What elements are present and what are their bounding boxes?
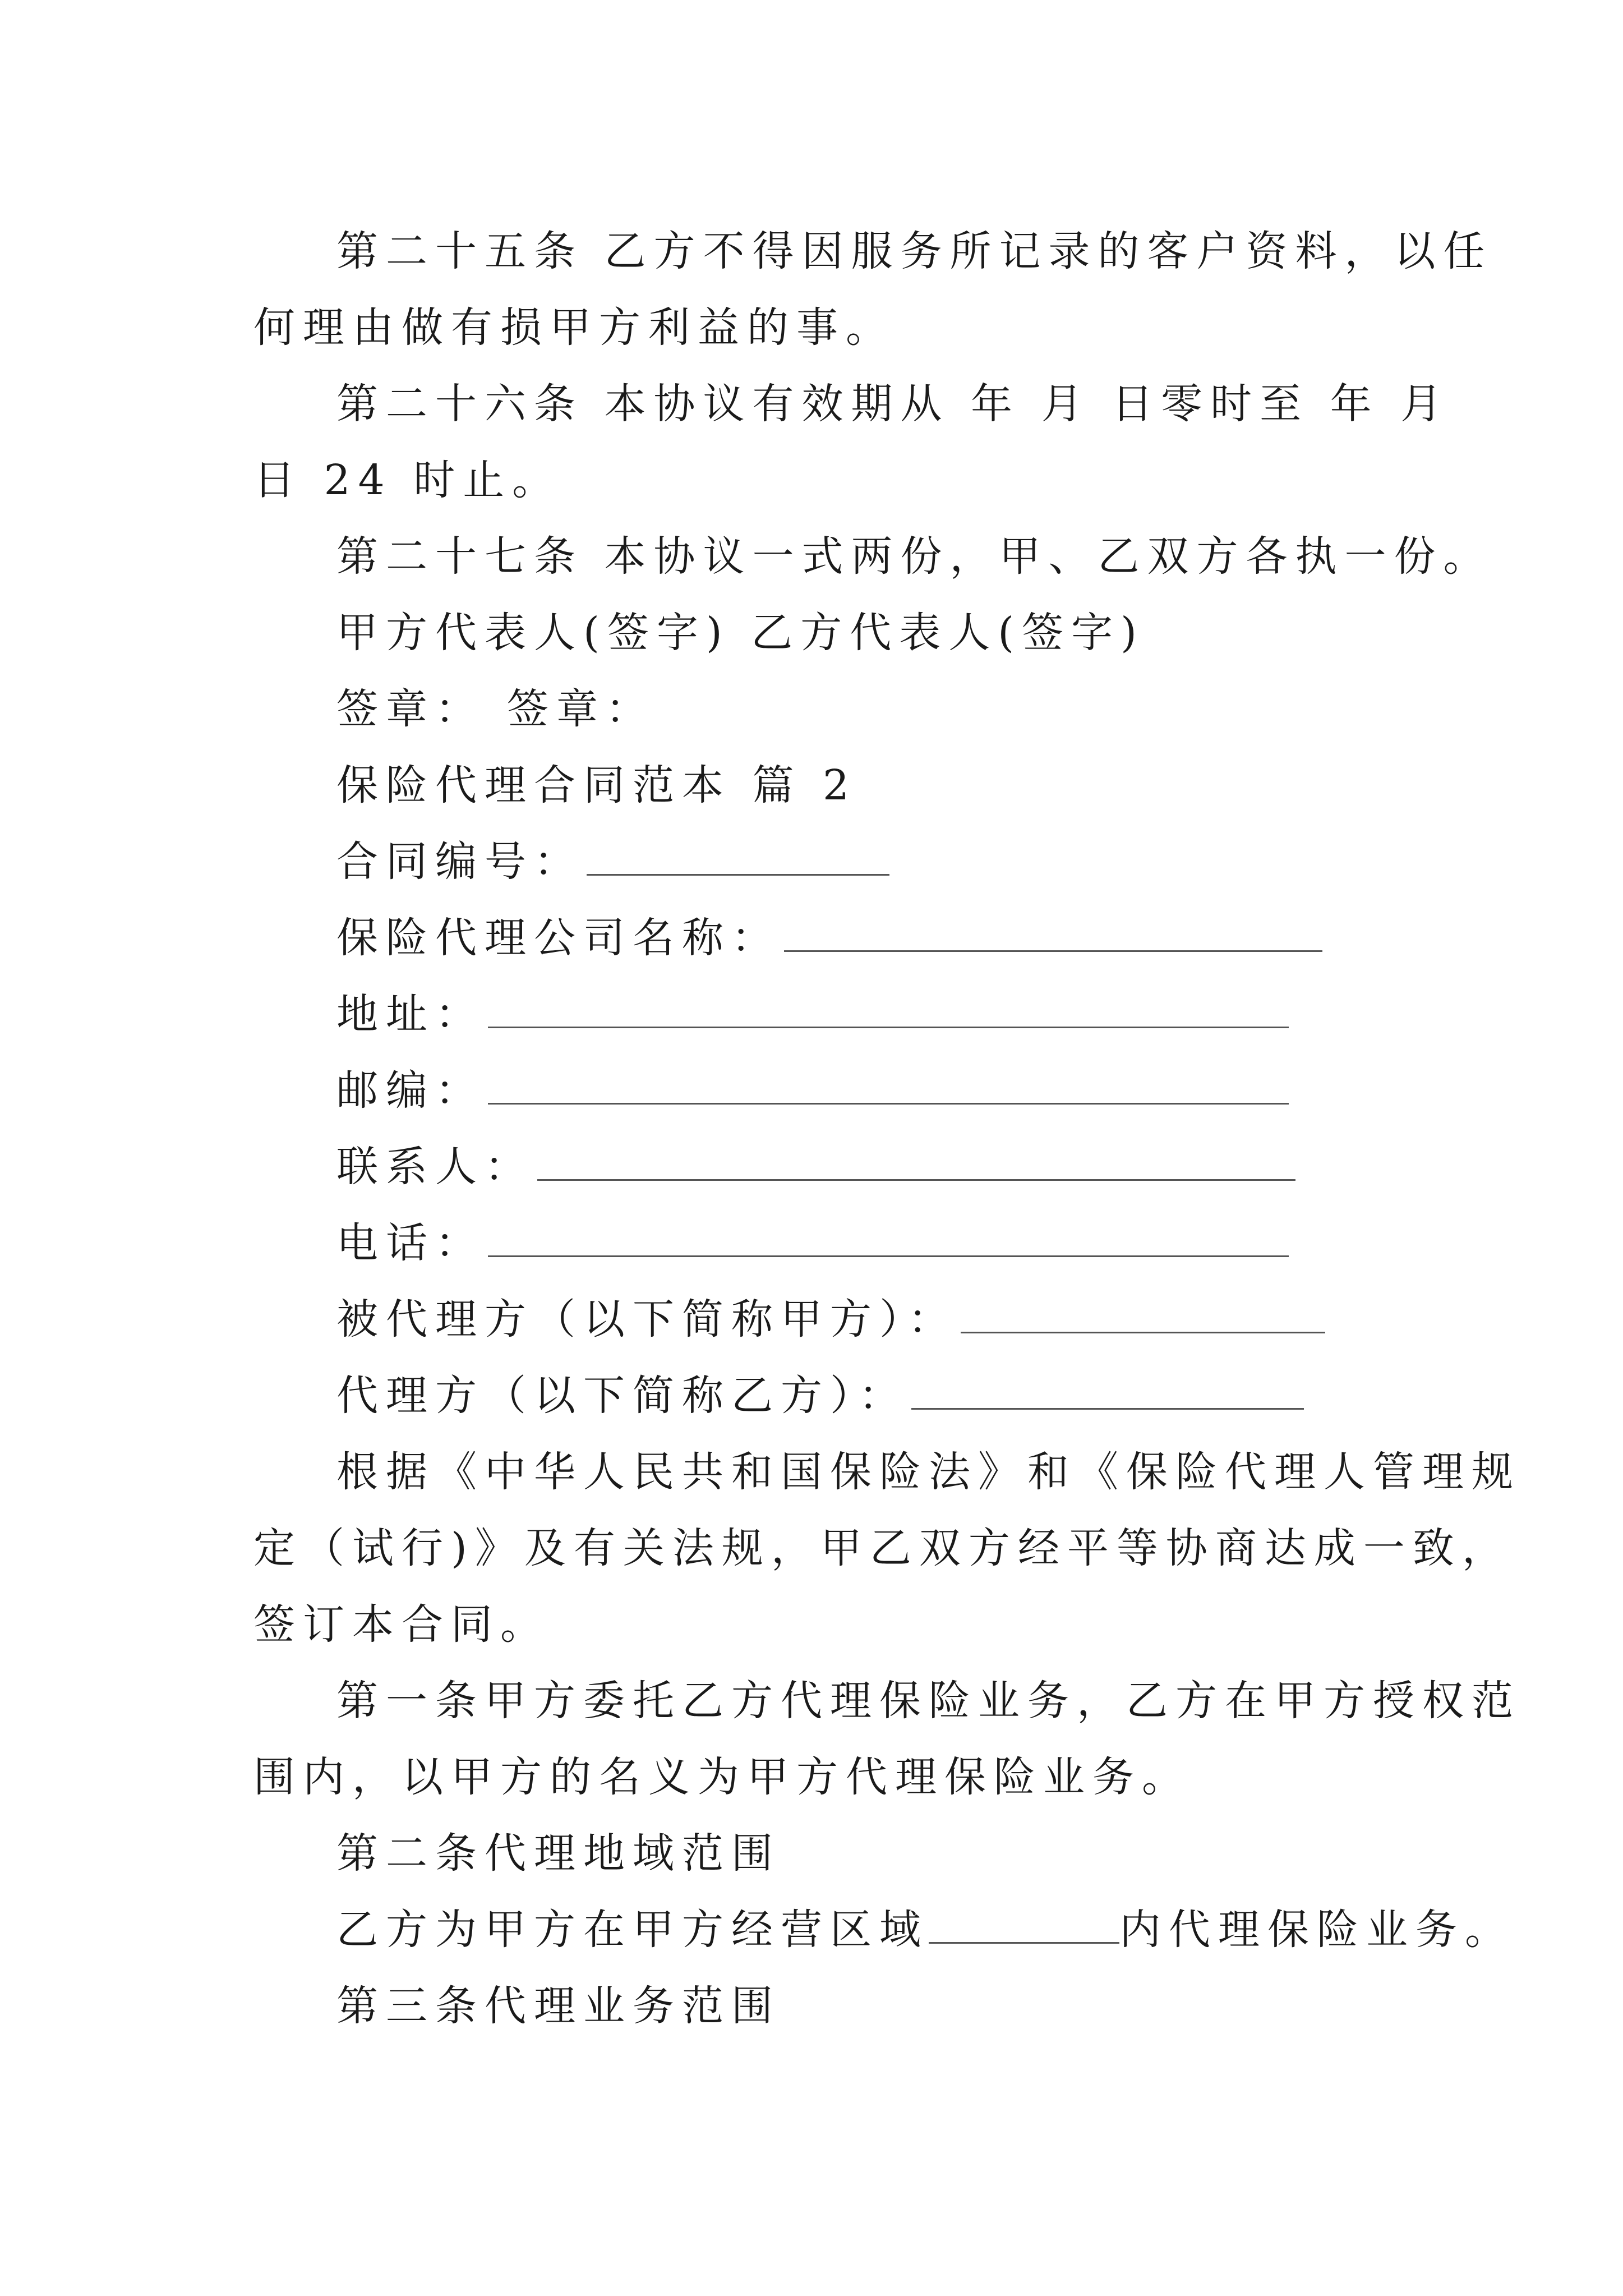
- address-label: 地址：: [336, 990, 485, 1038]
- contract-number-row: [253, 823, 1386, 900]
- article-2-text-before: 乙方为甲方在甲方经营区域: [336, 1906, 929, 1954]
- contract-number-field[interactable]: [587, 840, 889, 876]
- article-2-body: [253, 1892, 1514, 1968]
- article-25-line-1: 第二十五条 乙方不得因服务所记录的客户资料，以任: [336, 227, 1493, 275]
- seal-b-label: 签章：: [507, 685, 655, 733]
- article-26-line-1: 第二十六条 本协议有效期从 年 月 日零时至 年 月: [336, 380, 1450, 428]
- company-name-field[interactable]: [784, 917, 1322, 952]
- party-a-label: 被代理方（以下简称甲方）：: [336, 1295, 957, 1343]
- article-2-text-after: 内代理保险业务。: [1119, 1906, 1514, 1954]
- section-title-2: 保险代理合同范本 篇 2: [336, 761, 857, 809]
- contact-field[interactable]: [537, 1145, 1295, 1181]
- article-3-title: 第三条代理业务范围: [336, 1982, 781, 2030]
- address-row: [253, 976, 1386, 1052]
- legal-basis-line-3: 签订本合同。: [253, 1600, 550, 1649]
- article-25-line-2: 何理由做有损甲方利益的事。: [253, 303, 895, 352]
- seal-a-label: 签章：: [336, 685, 485, 733]
- postcode-row: [253, 1052, 1386, 1129]
- contract-number-label: 合同编号：: [336, 838, 583, 886]
- article-1-line-2: 围内，以甲方的名义为甲方代理保险业务。: [253, 1753, 1191, 1801]
- party-b-label: 代理方（以下简称乙方）：: [336, 1372, 908, 1420]
- signatories: 甲方代表人(签字) 乙方代表人(签字): [336, 609, 1145, 657]
- phone-row: [253, 1205, 1386, 1281]
- party-a-row: [253, 1281, 1386, 1358]
- party-b-row: [253, 1358, 1386, 1434]
- company-name-row: [253, 900, 1386, 976]
- address-field[interactable]: [488, 993, 1289, 1028]
- postcode-field[interactable]: [488, 1069, 1289, 1105]
- legal-basis-line-1: 根据《中华人民共和国保险法》和《保险代理人管理规: [336, 1448, 1521, 1496]
- party-a-field[interactable]: [961, 1298, 1325, 1333]
- phone-field[interactable]: [488, 1222, 1289, 1257]
- phone-label: 电话：: [336, 1219, 485, 1267]
- business-region-field[interactable]: [929, 1908, 1119, 1944]
- seal-line: [253, 671, 1386, 747]
- article-2-title: 第二条代理地域范围: [336, 1829, 781, 1878]
- contact-label: 联系人：: [336, 1143, 534, 1191]
- company-name-label: 保险代理公司名称：: [336, 914, 781, 962]
- party-b-field[interactable]: [911, 1374, 1304, 1410]
- postcode-label: 邮编：: [336, 1066, 485, 1115]
- article-1-line-1: 第一条甲方委托乙方代理保险业务，乙方在甲方授权范: [336, 1677, 1521, 1725]
- document-body: [253, 213, 1521, 2044]
- article-26-line-2: 日 24 时止。: [253, 456, 562, 504]
- contact-row: [253, 1129, 1386, 1205]
- article-27: 第二十七条 本协议一式两份，甲、乙双方各执一份。: [336, 532, 1493, 581]
- legal-basis-line-2: 定（试行)》及有关法规，甲乙双方经平等协商达成一致，: [253, 1524, 1511, 1572]
